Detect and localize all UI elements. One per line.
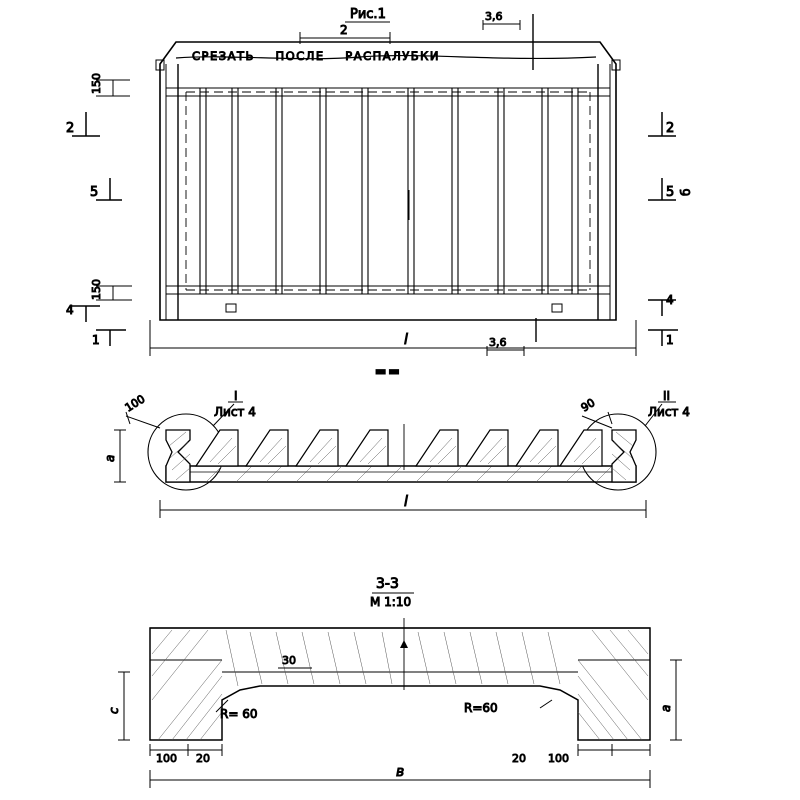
section-dim-100-left: 100 [156, 752, 177, 765]
section-title: 3-3 [376, 576, 399, 592]
left-mark-1: 1 [92, 333, 100, 347]
section-dim-20-right: 20 [512, 752, 526, 765]
bottom-dim-l: l [404, 332, 408, 348]
right-mark-2: 2 [666, 121, 675, 136]
left-mark-150-top: 150 [90, 73, 103, 94]
middle-dim-90: 90 [578, 396, 598, 415]
right-letter-b: б [679, 188, 693, 196]
detail-right-sheet: Лист 4 [648, 405, 690, 419]
middle-length-l: l [404, 494, 408, 510]
middle-view [103, 389, 690, 518]
bottom-dim-right: 3,6 [489, 336, 507, 349]
detail-right-label: II [663, 389, 671, 403]
figure-title: Рис.1 [350, 7, 386, 22]
section-view [107, 576, 682, 788]
hatch-symbol: ▬▬ [375, 364, 402, 378]
top-dim-center: 2 [340, 23, 348, 37]
section-dim-100-right: 100 [548, 752, 569, 765]
top-dim-right: 3,6 [485, 10, 503, 23]
detail-left-sheet: Лист 4 [214, 405, 256, 419]
cut-note: СРЕЗАТЬ ПОСЛЕ РАСПАЛУБКИ [192, 49, 440, 63]
middle-height-a: a [103, 454, 117, 462]
left-mark-2: 2 [66, 121, 75, 136]
detail-left-label: I [234, 389, 238, 403]
radius-left: R= 60 [220, 707, 258, 721]
section-height-c: c [107, 707, 121, 714]
left-mark-150-bottom: 150 [90, 279, 103, 300]
section-dim-30: 30 [282, 654, 296, 667]
section-height-a: a [659, 704, 673, 712]
section-scale: М 1:10 [370, 595, 412, 609]
right-mark-1-right: 1 [666, 333, 674, 347]
right-mark-5: 5 [666, 185, 675, 200]
left-mark-5: 5 [90, 185, 99, 200]
right-mark-4: 4 [666, 293, 674, 307]
middle-dim-100: 100 [122, 392, 148, 415]
section-dim-20-left: 20 [196, 752, 210, 765]
radius-right: R=60 [464, 701, 498, 715]
top-view [66, 7, 693, 378]
section-total-width: в [396, 764, 405, 780]
left-mark-4: 4 [66, 303, 74, 317]
